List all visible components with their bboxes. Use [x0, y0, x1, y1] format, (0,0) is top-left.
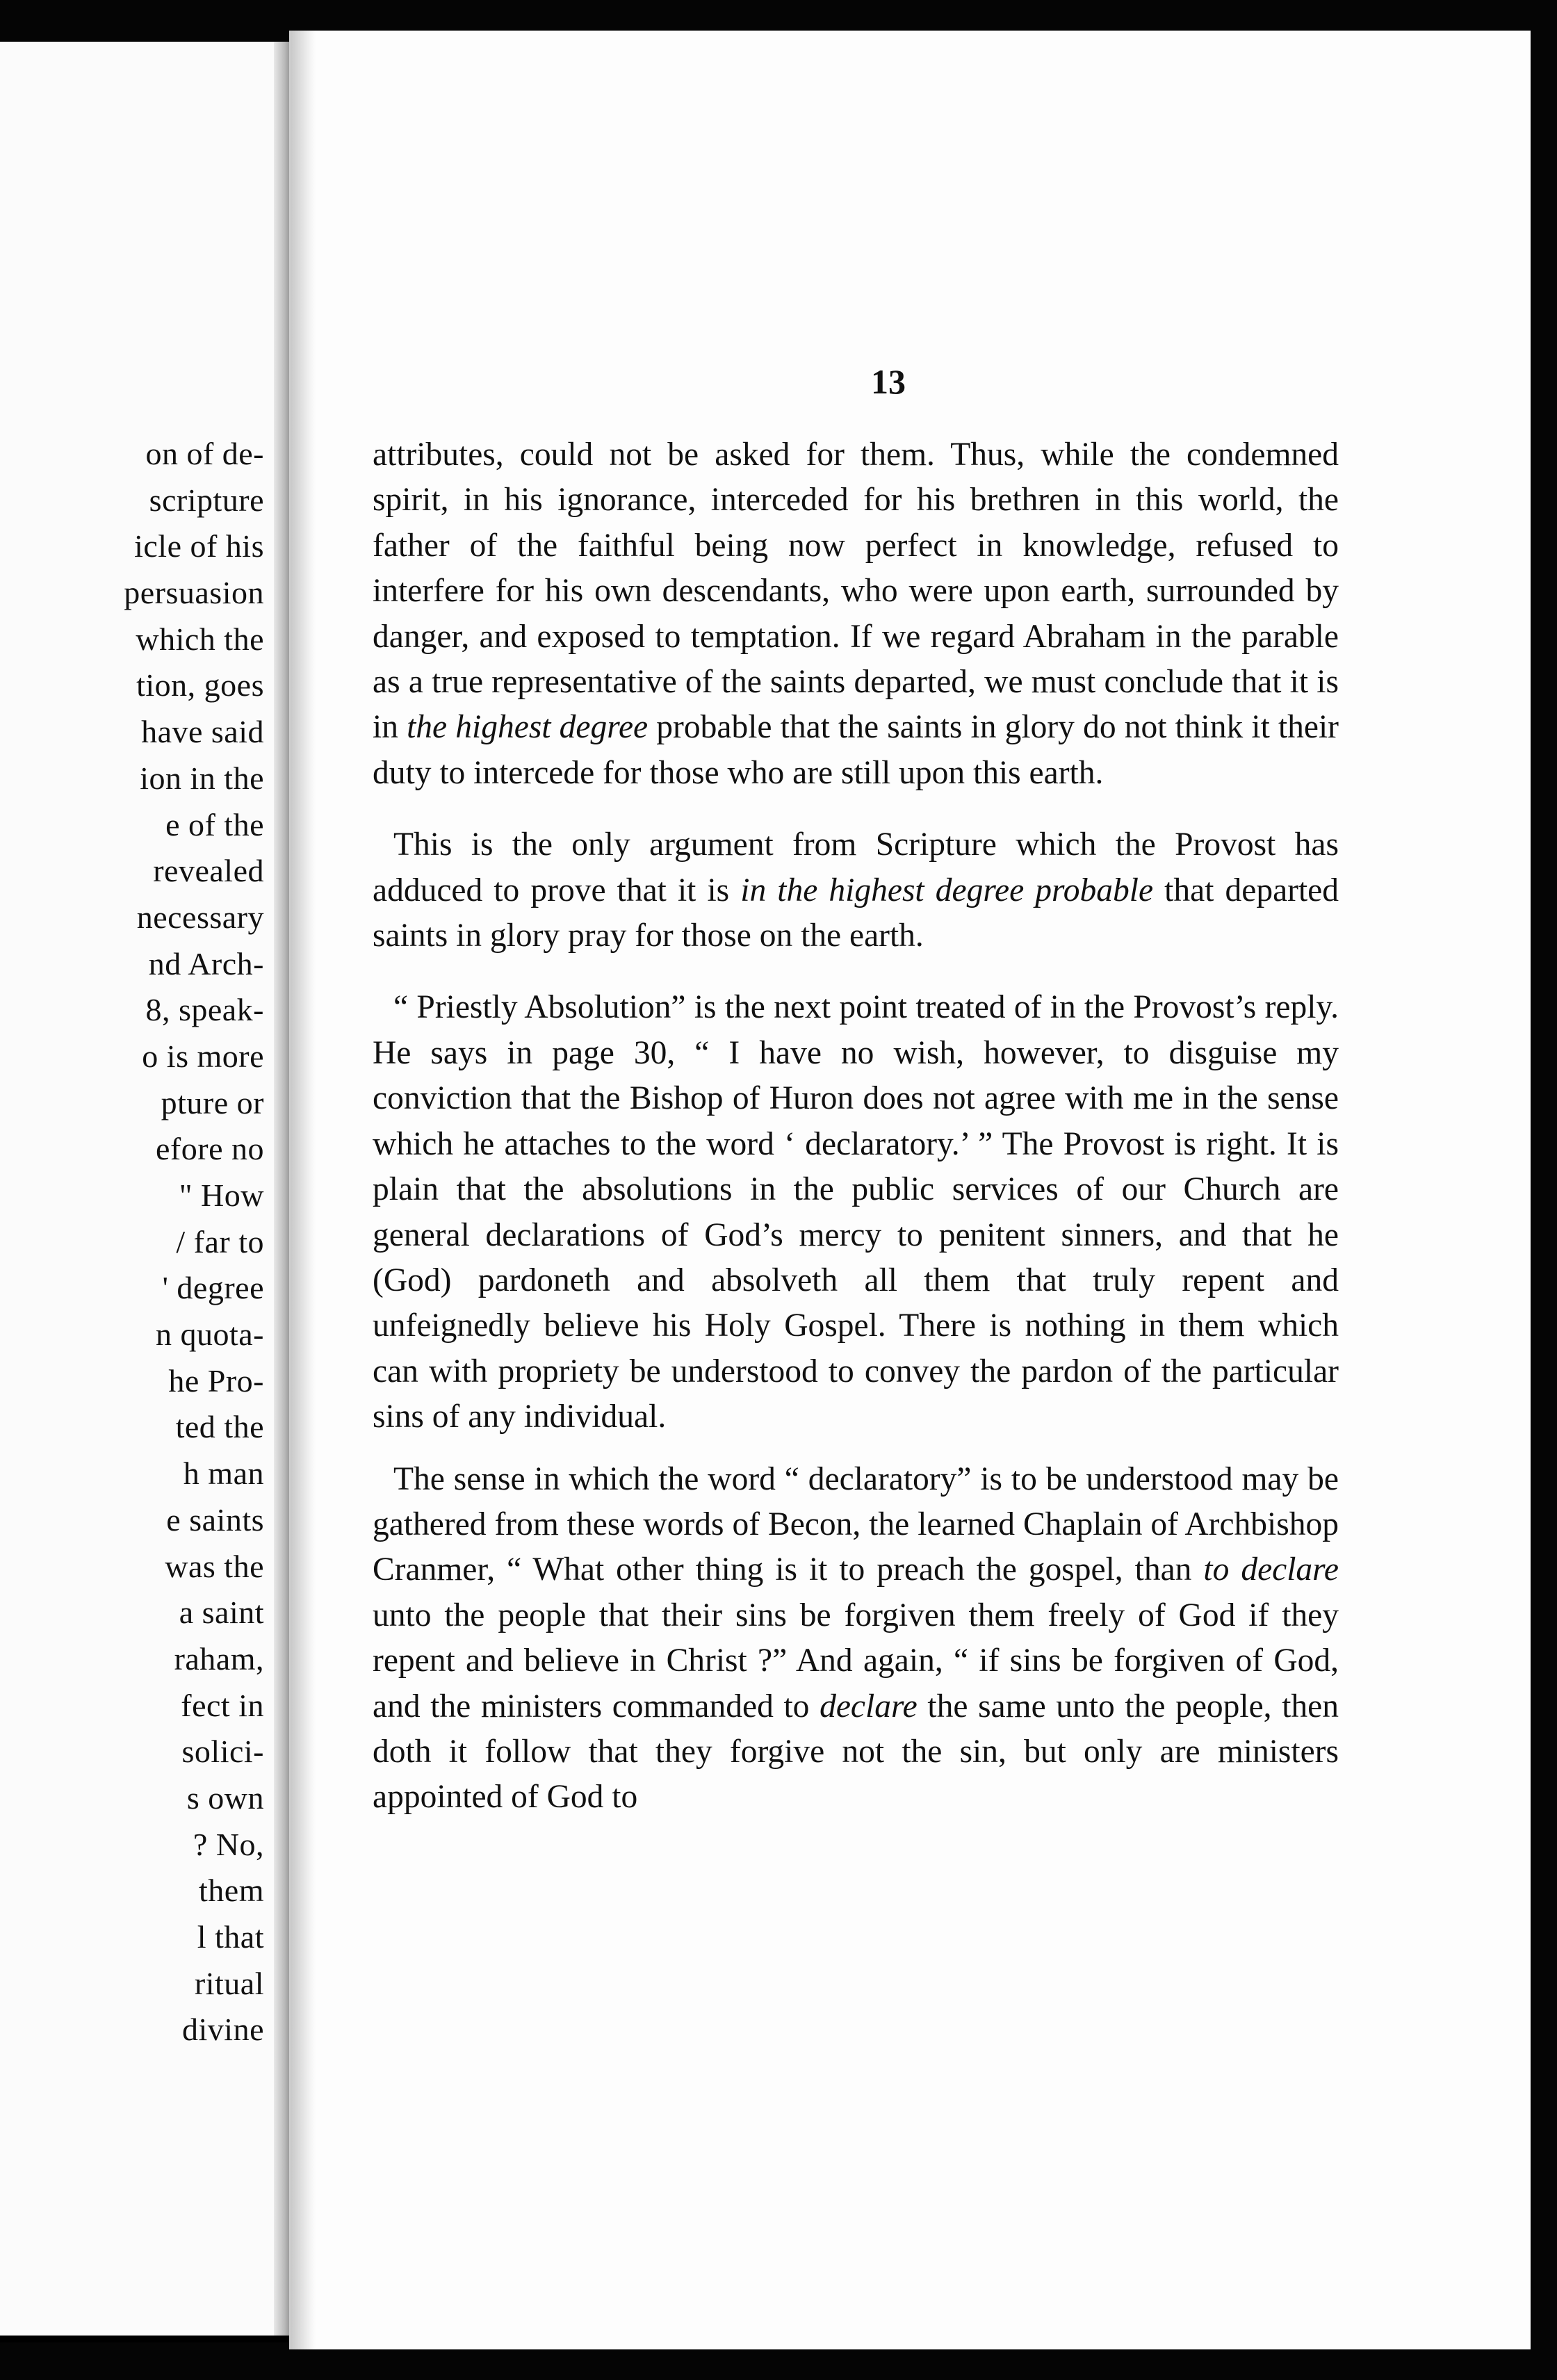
- left-page-line: a saint: [179, 1595, 264, 1631]
- left-page-line: ion in the: [140, 760, 264, 796]
- left-page-line: pture or: [161, 1084, 264, 1120]
- paragraph: [373, 822, 1339, 959]
- left-page-line: e of the: [165, 806, 264, 842]
- text-run: This is the only argument from Scripture which the Provost has adduced to prove that it is: [373, 826, 1339, 908]
- left-page-line: h man: [183, 1456, 264, 1492]
- left-page-line: " How: [179, 1177, 264, 1213]
- main-page: [289, 31, 1531, 2349]
- left-page-line: 8, speak-: [145, 992, 264, 1028]
- left-page-line: o is more: [142, 1038, 264, 1074]
- left-page-line: n quota-: [155, 1317, 264, 1353]
- left-page-line: solici-: [181, 1734, 264, 1770]
- left-page-line: fect in: [181, 1687, 264, 1723]
- scan-border-right: [1529, 0, 1557, 2380]
- left-page-line: ' degree: [162, 1270, 264, 1306]
- left-page-line: ritual: [194, 1965, 264, 2001]
- italic-text: to declare: [1203, 1551, 1339, 1588]
- paragraph: [373, 985, 1339, 1440]
- paragraph: [373, 1457, 1339, 1820]
- left-page-line: he Pro-: [168, 1362, 264, 1399]
- left-page-line: which the: [136, 621, 264, 657]
- left-page-line: necessary: [136, 899, 264, 935]
- left-page-line: revealed: [153, 853, 264, 889]
- text-run: that departed saints in glory pray for those on the earth.: [373, 872, 1339, 954]
- left-page-line: / far to: [176, 1223, 264, 1260]
- text-run: the same unto the people, then doth it follow that they forgive not the sin, but only are ministers appointed of God to: [373, 1688, 1339, 1816]
- left-page-line: ted the: [175, 1409, 264, 1445]
- italic-text: declare: [820, 1688, 918, 1725]
- text-run: “ Priestly Absolution” is the next point treated of in the Provost’s reply. He says in page 30, “ I have no wish, however, to disguise my conviction that the Bishop of Huron does not agree with me in the sense which he attaches to the word ‘ declaratory.’ ” The Provost is right. It is plain that the absolutions in the public services of our Church are general declarations of God’s mercy to penitent sinners, and that he (God) pardoneth and absolveth all them that truly repent and unfeignedly believe his Holy Gospel. There is nothing in them which can with propriety be understood to convey the pardon of the particular sins of any individual.: [373, 989, 1339, 1435]
- italic-text: the highest degree: [407, 709, 649, 746]
- left-page: [0, 42, 292, 2336]
- left-page-line: have said: [141, 714, 264, 750]
- left-page-line: scripture: [149, 482, 264, 518]
- left-page-line: was the: [165, 1548, 264, 1584]
- left-page-line: on of de-: [145, 436, 264, 471]
- left-page-line: divine: [182, 2012, 264, 2048]
- left-page-line: tion, goes: [136, 667, 264, 703]
- text-run: probable that the saints in glory do not think it their duty to intercede for those who are still upon this earth.: [373, 709, 1339, 791]
- page-shadow: [291, 31, 316, 2349]
- page-number: 13: [871, 362, 906, 401]
- paragraph: [373, 432, 1339, 796]
- left-page-line: them: [199, 1873, 264, 1909]
- left-page-line: s own: [186, 1779, 264, 1816]
- left-page-line: nd Arch-: [148, 945, 264, 981]
- left-page-line: ? No,: [193, 1826, 264, 1862]
- italic-text: in the highest degree probable: [740, 872, 1154, 908]
- left-page-line: raham,: [174, 1640, 264, 1677]
- left-page-line: efore no: [156, 1131, 264, 1167]
- left-page-line: e saints: [166, 1501, 264, 1538]
- left-page-line: persuasion: [124, 575, 264, 611]
- text-run: unto the people that their sins be forgiven them freely of God if they repent and believe in Christ ?” And again, “ if sins be forgiven of God, and the ministers commanded to: [373, 1597, 1339, 1725]
- body-text: [373, 432, 1339, 1820]
- left-page-text-fragments: [14, 431, 264, 2053]
- text-run: The sense in which the word “ declaratory” is to be understood may be gathered from these words of Becon, the learned Chaplain of Archbishop Cranmer, “ What other thing is it to preach the gospel, than: [373, 1460, 1339, 1588]
- left-page-line: l that: [197, 1919, 264, 1955]
- text-run: attributes, could not be asked for them. Thus, while the condemned spirit, in his ignorance, interceded for his brethren in this world, the father of the faithful being now perfect in knowledge, refused to interfere for his own descendants, who were upon earth, surrounded by danger, and exposed to temptation. If we regard Abraham in the parable as a true representative of the saints departed, we must conclude that it is in: [373, 437, 1339, 746]
- left-page-line: icle of his: [134, 528, 264, 564]
